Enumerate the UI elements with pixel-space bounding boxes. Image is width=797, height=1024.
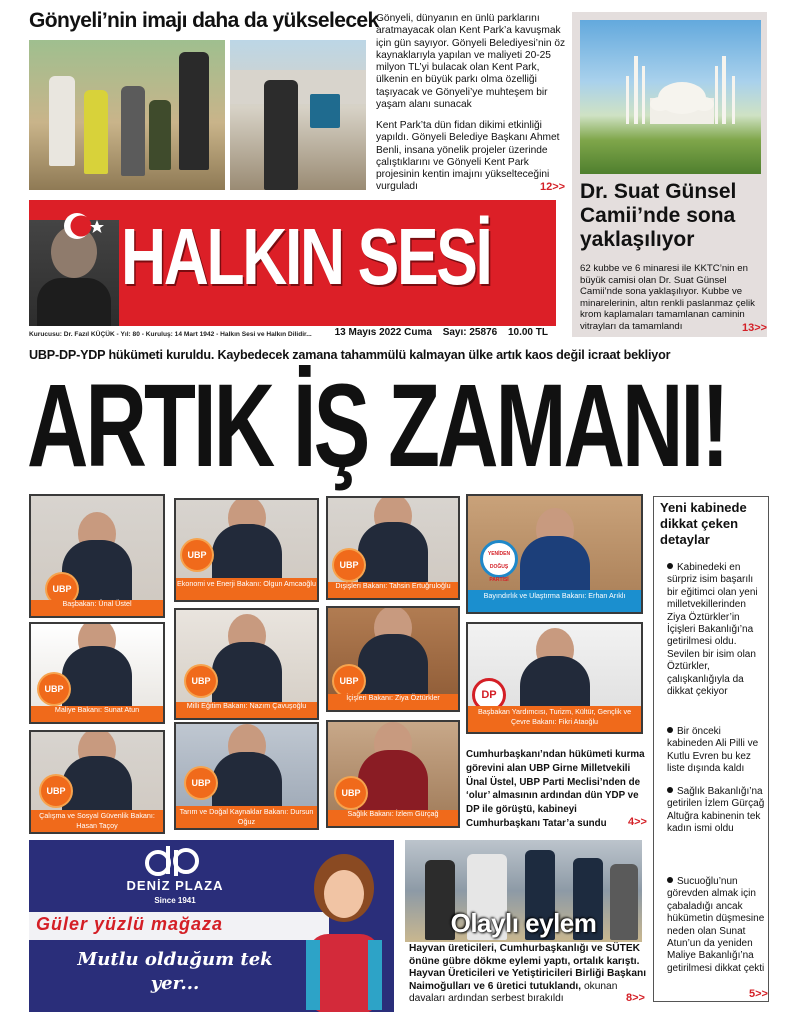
minister-photo-card[interactable] xyxy=(174,498,319,602)
ad-brand: DENİZ PLAZA xyxy=(126,878,224,893)
ad-model-image xyxy=(292,848,392,1012)
ad-since: Since 1941 xyxy=(154,896,196,905)
minister-photo-card[interactable] xyxy=(29,730,165,834)
minister-photo-card[interactable] xyxy=(466,622,643,734)
mosque-illustration xyxy=(580,20,761,174)
side-item: Bir önceki kabineden Ali Pilli ve Kutlu Evren bu kez liste dışında kaldı xyxy=(667,726,759,775)
bullet-icon xyxy=(667,787,673,793)
top-story-headline[interactable]: Gönyeli’nin imajı daha da yükselecek xyxy=(29,9,379,32)
ubp-badge: UBP xyxy=(39,674,69,704)
mosque-story-text: 62 kubbe ve 6 minaresi ile KKTC’nin en büyük camisi olan Dr. Suat Günsel Camii’nde sona yaklaşılıyor. Kubbe ve minarelerinin, altın renkli paslanmaz çelik krom kaplamaları tamamlanan caminin vitrayları da tamamlandı xyxy=(580,263,755,332)
top-story-paragraph-1: Gönyeli, dünyanın en ünlü parklarını aratmayacak olan Kent Park’a kavuşmak için gün sayıyor. Gönyeli Belediyesi’nin öz kaynaklarıyla yapılan ve maliyeti 20-25 milyon TL’yi bulacak olan Kent Park, ülkenin en büyük parkı olma özelliği taşıyacak ve Gönyeli’ye muhteşem bir yaşam alanı sunacak xyxy=(376,13,566,111)
minister-photo-card[interactable] xyxy=(326,720,460,828)
ubp-badge: UBP xyxy=(41,776,71,806)
founder-line: Kurucusu: Dr. Fazıl KÜÇÜK - Yıl: 80 - Kuruluş: 14 Mart 1942 - Halkın Sesi ve Halkın Dilidir... xyxy=(29,331,312,338)
issue-price: 10.00 TL xyxy=(507,327,548,338)
lead-headline[interactable]: ARTIK İŞ ZAMANI! xyxy=(27,360,727,492)
minister-photo-card[interactable] xyxy=(326,606,460,712)
top-story-paragraph-2: Kent Park’ta dün fidan dikimi etkinliği yapıldı. Gönyeli Belediye Başkanı Ahmet Benli, insana yönelik projeler üzerinde çalıştıklarını ve Gönyeli Kent Park projesinin kentin imajını yükselteceğini vurguladı xyxy=(376,120,560,193)
protest-text-bold: Hayvan üreticileri, Cumhurbaşkanlığı ve SÜTEK önüne gübre dökme eylemi yaptı, ortalık karıştı. Hayvan Üreticileri ve Yetiştiricileri Birliği Başkanı Naimoğulları ve 6 üretici tutuklandı, xyxy=(409,943,647,992)
minister-caption: Başbakan: Ünal Üstel xyxy=(31,600,163,616)
mosque-story-page-ref[interactable]: 13>> xyxy=(742,322,768,334)
side-item: Sağlık Bakanlığı’na getirilen İzlem Gürçağ Altuğra kabinenin tek kadın ismi oldu xyxy=(667,786,765,835)
minister-caption: Başbakan Yardımcısı, Turizm, Kültür, Gençlik ve Çevre Bakanı: Fikri Ataoğlu xyxy=(468,706,641,732)
minister-caption: İçişleri Bakanı: Ziya Öztürkler xyxy=(328,694,458,710)
ubp-badge: UBP xyxy=(47,574,77,604)
ydp-badge: YENİDEN DOĞUŞ PARTİSİ xyxy=(480,540,518,578)
mosque-story-headline[interactable]: Dr. Suat Günsel Camii’nde sona yaklaşılıyor xyxy=(580,180,737,251)
side-column-title[interactable]: Yeni kabinede dikkat çeken detaylar xyxy=(660,500,747,547)
minister-caption: Tarım ve Doğal Kaynaklar Bakanı: Dursun Oğuz xyxy=(176,806,317,828)
protest-page-ref[interactable]: 8>> xyxy=(626,992,645,1004)
dp-badge: DP xyxy=(472,678,506,712)
ubp-badge: UBP xyxy=(182,540,212,570)
side-page-ref[interactable]: 5>> xyxy=(749,988,768,1000)
crescent-star-icon xyxy=(59,206,119,246)
side-item: Kabinedeki en sürpriz isim başarılı bir eğitimci olan yeni milletvekillerinden Ziya Öztürkler’in İçişleri Bakanlığı’na getirilmesi oldu. Sevilen bir isim olan Öztürkler, çalışkanlığıyla da dikkat çekiyor xyxy=(667,562,758,698)
issue-number: Sayı: 25876 xyxy=(442,327,498,338)
newspaper-name[interactable]: HALKIN SESİ xyxy=(121,212,491,301)
minister-caption: Ekonomi ve Enerji Bakanı: Olgun Amcaoğlu xyxy=(176,578,317,600)
minister-caption: Maliye Bakanı: Sunat Atun xyxy=(31,706,163,722)
lead-kicker: UBP-DP-YDP hükümeti kuruldu. Kaybedecek zamana tahammülü kalmayan ülke artık kaos değil icraat bekliyor xyxy=(29,348,671,362)
protest-title[interactable]: Olaylı eylem xyxy=(450,908,597,938)
top-story-page-ref[interactable]: 12>> xyxy=(540,181,566,193)
ubp-badge: UBP xyxy=(336,778,366,808)
minister-caption: Sağlık Bakanı: İzlem Gürçağ xyxy=(328,810,458,826)
minister-photo-card[interactable] xyxy=(29,622,165,724)
minister-photo-card[interactable] xyxy=(466,494,643,614)
minister-caption: Milli Eğitim Bakanı: Nazım Çavuşoğlu xyxy=(176,702,317,718)
ubp-badge: UBP xyxy=(186,768,216,798)
minister-caption: Bayındırlık ve Ulaştırma Bakanı: Erhan Arıklı xyxy=(468,590,641,612)
ad-slogan-2: Mutlu olduğum tek yer... xyxy=(77,949,273,994)
masthead-info-bar xyxy=(29,326,556,340)
deniz-plaza-logo-icon xyxy=(140,846,204,876)
side-item: Sucuoğlu’nun görevden almak için çabaladığı ancak hükümetin düşmesine neden olan Sunat Atun’un da yeniden Maliye Bakanlığı’na getirilmesi dikkat çekti xyxy=(667,876,765,974)
cabinet-caption: Cumhurbaşkanı’ndan hükümeti kurma görevini alan UBP Girne Milletvekili Ünal Üstel, UBP Parti Meclisi’nden de ‘olur’ almasının ardından dün YDP ve DP ile görüştü, kabineyi Cumhurbaşkanı Tatar’a sundu xyxy=(466,749,645,829)
mosque-photo xyxy=(580,20,761,174)
minister-caption: Dışişleri Bakanı: Tahsin Ertuğruloğlu xyxy=(328,582,458,598)
issue-info xyxy=(327,326,548,340)
minister-photo-card[interactable] xyxy=(174,722,319,830)
ubp-badge: UBP xyxy=(186,666,216,696)
minister-photo-card[interactable] xyxy=(29,494,165,618)
ad-slogan-1: Güler yüzlü mağaza xyxy=(36,914,224,934)
minister-photo-card[interactable] xyxy=(174,608,319,720)
issue-date: 13 Mayıs 2022 Cuma xyxy=(334,327,432,338)
cabinet-page-ref[interactable]: 4>> xyxy=(628,816,647,828)
protest-text-light: okunan davaları ardından serbest bırakıldı xyxy=(409,980,618,1005)
minister-photo-card[interactable] xyxy=(326,496,460,600)
mayor-photo xyxy=(230,40,366,190)
minister-caption: Çalışma ve Sosyal Güvenlik Bakanı: Hasan Taçoy xyxy=(31,810,163,832)
bullet-icon xyxy=(667,727,673,733)
masthead xyxy=(29,200,556,326)
tree-planting-photo xyxy=(29,40,225,190)
ubp-badge: UBP xyxy=(334,550,364,580)
bullet-icon xyxy=(667,877,673,883)
bullet-icon xyxy=(667,563,673,569)
ubp-badge: UBP xyxy=(334,666,364,696)
protest-text xyxy=(409,943,649,1006)
